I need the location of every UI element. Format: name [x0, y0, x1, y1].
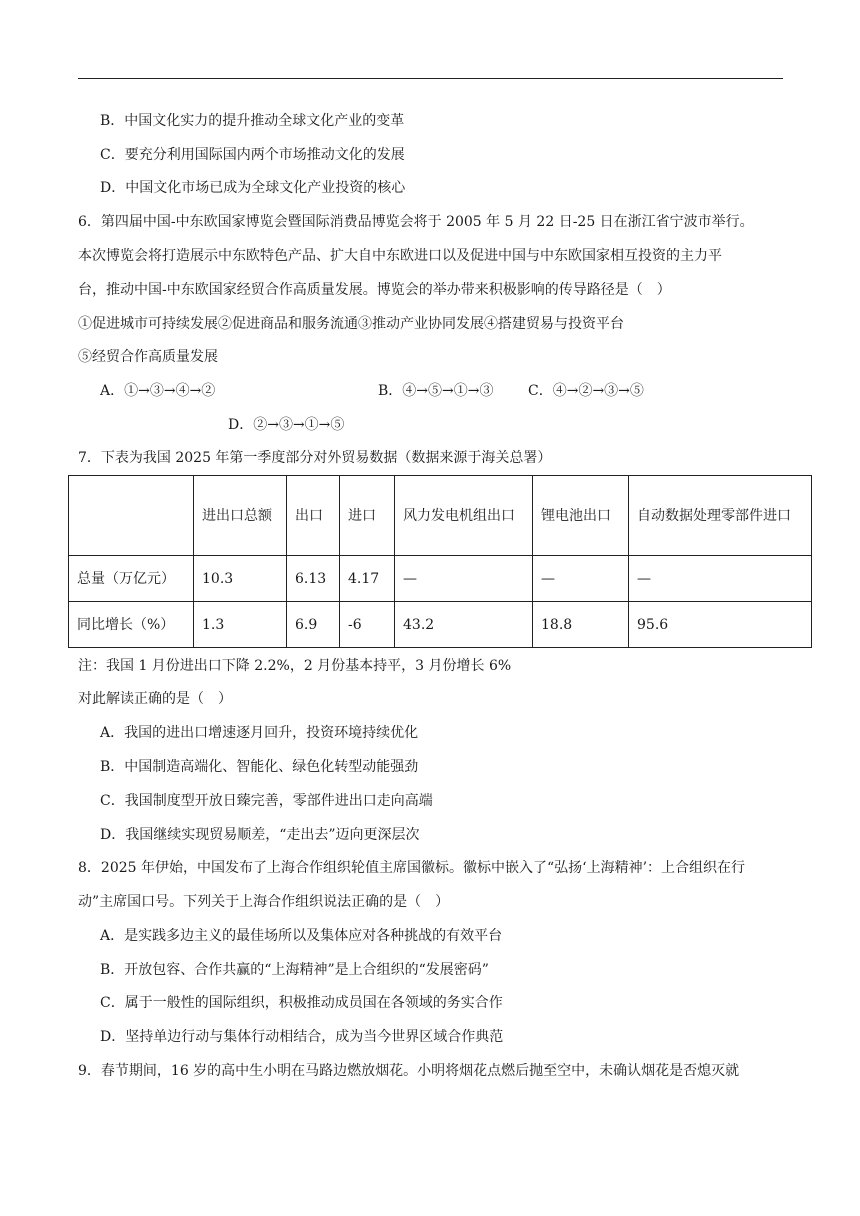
- table-cell: -6: [340, 602, 395, 648]
- q5-option-d: D．中国文化市场已成为全球文化产业投资的核心: [100, 180, 406, 196]
- table-cell: 43.2: [395, 602, 533, 648]
- q7-option-d: D．我国继续实现贸易顺差，“走出去”迈向更深层次: [100, 827, 420, 843]
- q6-stem-line-3: 台，推动中国-中东欧国家经贸合作高质量发展。博览会的举办带来积极影响的传导路径是（ ）: [78, 282, 671, 298]
- q7-option-c: C．我国制度型开放日臻完善，零部件进出口走向高端: [100, 793, 433, 809]
- table-cell: —: [629, 556, 812, 602]
- table-header-cell: 锂电池出口: [533, 476, 629, 556]
- table-header-cell: [69, 476, 194, 556]
- q6-stem-line-2: 本次博览会将打造展示中东欧特色产品、扩大自中东欧进口以及促进中国与中东欧国家相互投资的主力平: [78, 248, 722, 264]
- table-cell: 18.8: [533, 602, 629, 648]
- table-cell: 4.17: [340, 556, 395, 602]
- table-row: [69, 602, 812, 648]
- q8-option-d: D．坚持单边行动与集体行动相结合，成为当今世界区域合作典范: [100, 1029, 504, 1045]
- q6-option-d: D．②→③→①→⑤: [228, 417, 345, 433]
- q8-option-c: C．属于一般性的国际组织，积极推动成员国在各领域的务实合作: [100, 995, 503, 1011]
- q9-stem-line-1: 9．春节期间，16 岁的高中生小明在马路边燃放烟花。小明将烟花点燃后抛至空中，未确认烟花是否熄灭就: [78, 1063, 740, 1079]
- table-row: [69, 556, 812, 602]
- table-cell: —: [395, 556, 533, 602]
- q8-option-b: B．开放包容、合作共赢的“上海精神”是上合组织的“发展密码”: [100, 962, 489, 978]
- table-cell: 同比增长（%）: [69, 602, 194, 648]
- table-cell: —: [533, 556, 629, 602]
- q7-option-a: A．我国的进出口增速逐月回升，投资环境持续优化: [100, 725, 419, 741]
- table-header-row: [69, 476, 812, 556]
- trade-data-table: [68, 475, 812, 648]
- q5-option-c: C．要充分利用国际国内两个市场推动文化的发展: [100, 147, 405, 163]
- q6-option-c: C．④→②→③→⑤: [528, 383, 644, 399]
- q5-option-b: B．中国文化实力的提升推动全球文化产业的变革: [100, 113, 405, 129]
- q7-intro: 7．下表为我国 2025 年第一季度部分对外贸易数据（数据来源于海关总署）: [78, 450, 552, 466]
- header-rule: [78, 78, 783, 79]
- q6-option-a: A．①→③→④→②: [100, 383, 216, 399]
- q8-stem-line-2: 动”主席国口号。下列关于上海合作组织说法正确的是（ ）: [78, 894, 450, 910]
- q7-note: 注：我国 1 月份进出口下降 2.2%，2 月份基本持平，3 月份增长 6%: [78, 658, 512, 674]
- q6-stem-line-1: 6．第四届中国-中东欧国家博览会暨国际消费品博览会将于 2005 年 5 月 22 日-25 日在浙江省宁波市举行。: [78, 214, 754, 230]
- table-cell: 总量（万亿元）: [69, 556, 194, 602]
- q7-option-b: B．中国制造高端化、智能化、绿色化转型动能强劲: [100, 759, 419, 775]
- table-cell: 1.3: [194, 602, 287, 648]
- table-cell: 6.9: [287, 602, 340, 648]
- q8-option-a: A．是实践多边主义的最佳场所以及集体应对各种挑战的有效平台: [100, 928, 503, 944]
- table-header-cell: 进出口总额: [194, 476, 287, 556]
- table-cell: 95.6: [629, 602, 812, 648]
- q6-stem-line-5: ⑤经贸合作高质量发展: [78, 349, 218, 365]
- q6-option-b: B．④→⑤→①→③: [378, 383, 494, 399]
- q6-stem-line-4: ①促进城市可持续发展②促进商品和服务流通③推动产业协同发展④搭建贸易与投资平台: [78, 316, 624, 332]
- table-header-cell: 进口: [340, 476, 395, 556]
- table-cell: 6.13: [287, 556, 340, 602]
- table-header-cell: 出口: [287, 476, 340, 556]
- table-cell: 10.3: [194, 556, 287, 602]
- table-header-cell: 自动数据处理零部件进口: [629, 476, 812, 556]
- table-header-cell: 风力发电机组出口: [395, 476, 533, 556]
- q8-stem-line-1: 8．2025 年伊始，中国发布了上海合作组织轮值主席国徽标。徽标中嵌入了“弘扬‘上海精神’：上合组织在行: [78, 860, 746, 876]
- q7-question: 对此解读正确的是（ ）: [78, 691, 232, 707]
